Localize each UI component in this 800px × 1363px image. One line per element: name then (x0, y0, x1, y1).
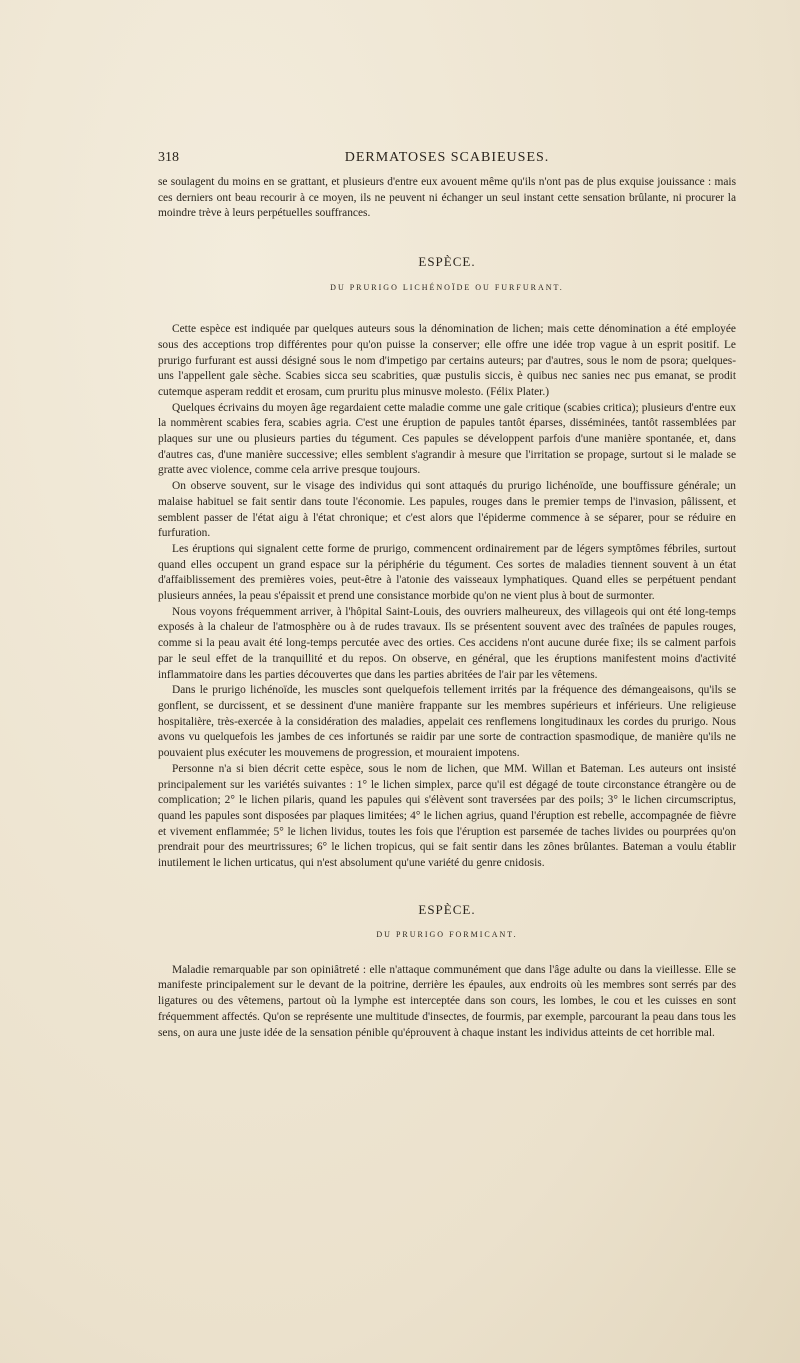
section-body (158, 322, 736, 872)
body-paragraph: Dans le prurigo lichénoïde, les muscles sont quelquefois tellement irrités par la fréquence des démangeaisons, qu'ils se gonflent, se durcissent, et se dessinent d'une manière frappante sur les membres supérieurs et inférieurs. Une religieuse hospitalière, très-exercée à la considération des maladies, appelait ces renflemens longitudinaux les cordes du prurigo. Nous avons vu quelquefois les jambes de ces infortunés se raidir par une sorte de contraction spasmodique, de manière qu'ils ne pouvaient plus exécuter les mouvemens de progression, et mouraient impotens. (158, 684, 736, 760)
section-heading: ESPÈCE. (418, 901, 476, 917)
body-paragraph: On observe souvent, sur le visage des individus qui sont attaqués du prurigo lichénoïde, une bouffissure générale; un malaise habituel se fait sentir dans toute l'économie. Les papules, rouges dans le premier temps de l'invasion, pâlissent, et semblent passer de l'état aigu à l'état chronique; et c'est alors que l'épiderme commence à se séparer, pour se réduire en furfuration. (158, 480, 736, 540)
running-title: DERMATOSES SCABIEUSES. (344, 150, 550, 165)
section-heading: ESPÈCE. (418, 254, 476, 270)
page-number: 318 (158, 150, 179, 165)
book-page (158, 150, 736, 1041)
section-subheading: DU PRURIGO LICHÉNOÏDE OU FURFURANT. (330, 283, 564, 293)
body-paragraph: Personne n'a si bien décrit cette espèce, sous le nom de lichen, que MM. Willan et Bateman. Les auteurs ont insisté principalement sur les variétés suivantes : 1° le lichen simplex, parce qu'il est dégagé de toute circonstance étrangère ou de complication; 2° le lichen pilaris, quand les papules qui s'élèvent sont traversées par des poils; 3° le lichen circumscriptus, quand les papules sont disposées par plaques limitées; 4° le lichen agrius, quand l'éruption est rebelle, accompagnée de fièvre et vivement enflammée; 5° le lichen lividus, toutes les fois que l'éruption est parsemée de taches livides ou pourprées qu'on prendrait pour des meurtrissures; 6° le lichen tropicus, qui se fait sentir dans les zônes brûlantes. Bateman a voulu établir inutilement le lichen urticatus, qui n'est absolument qu'une variété du genre cnidosis. (158, 762, 736, 870)
running-head (158, 150, 736, 172)
body-paragraph: Cette espèce est indiquée par quelques auteurs sous la dénomination de lichen; mais cette dénomination a été employée sous des acceptions trop différentes pour qu'on puisse la conserver; elle offre une idée trop vague à un esprit positif. Le prurigo furfurant est aussi désigné sous le nom d'impetigo par certains auteurs; par d'autres, sous le nom de psora; quelques-uns l'appellent gale sèche. Scabies sicca seu scabrities, quæ pustulis siccis, è quibus nec sanies nec pus emanat, se prodit cutemque asperam reddit et erosam, cum pruritu plus minusve molesto. (Félix Plater.) (158, 323, 736, 398)
body-paragraph: Nous voyons fréquemment arriver, à l'hôpital Saint-Louis, des ouvriers malheureux, des villageois qui ont été long-temps exposés à la chaleur de l'atmosphère ou à de rudes travaux. Ils se présentent souvent avec des traînées de papules rouges, comme si la peau avait été long-temps percutée avec des orties. Ces accidens n'ont aucune durée fixe; ils se calment parfois par le seul effet de la tranquillité et du repos. On observe, en général, que les éruptions manifestent moins d'activité inflammatoire dans les parties découvertes que dans les parties abritées de l'air par les vêtemens. (158, 605, 736, 681)
section-subheading: DU PRURIGO FORMICANT. (376, 929, 518, 939)
body-paragraph: Les éruptions qui signalent cette forme de prurigo, commencent ordinairement par de légers symptômes fébriles, surtout quand elles occupent un grand espace sur la périphérie du tégument. Ces sortes de maladies tiennent souvent à un état d'affaiblissement des premières voies, peut-être à l'atonie des vaisseaux lymphatiques. Quand elles se perpétuent pendant plusieurs années, la peau s'épaissit et prend une consistance morbide qu'on ne vient plus à bout de surmonter. (158, 542, 736, 603)
body-paragraph: Quelques écrivains du moyen âge regardaient cette maladie comme une gale critique (scabies critica); plusieurs d'entre eux la nommèrent scabies fera, scabies agria. C'est une éruption de papules tantôt éparses, disséminées, tantôt rassemblées par plaques sur une ou plusieurs parties du tégument. Ces papules se développent parfois d'une manière spontanée, et, dans d'autres cas, d'une manière successive; elles semblent s'agrandir à mesure que l'irritation se propage, surtout si le malade se gratte avec violence, comme cela arrive presque toujours. (158, 401, 736, 477)
intro-paragraph: se soulagent du moins en se grattant, et plusieurs d'entre eux avouent même qu'ils n'ont pas de plus exquise jouissance : mais ces derniers ont beau recourir à ce moyen, ils ne peuvent ni échanger un seul instant cette sensation brûlante, ni procurer la moindre trève à leurs perpétuelles souffrances. (158, 176, 736, 220)
body-paragraph: Maladie remarquable par son opiniâtreté : elle n'attaque communément que dans l'âge adulte ou dans la vieillesse. Elle se manifeste principalement sur le devant de la poitrine, derrière les épaules, aux endroits où les membres sont serrés par des ligatures ou des vêtemens, partout où la lymphe est interceptée dans son cours, les lombes, le cou et les cuisses en sont fréquemment affectés. Qu'on se représente une multitude d'insectes, de fourmis, par exemple, parcourant la peau dans tous les sens, on aura une juste idée de la sensation pénible qu'éprouvent à chaque instant les individus atteints de cet horrible mal. (158, 963, 736, 1039)
section-body (158, 963, 736, 1042)
